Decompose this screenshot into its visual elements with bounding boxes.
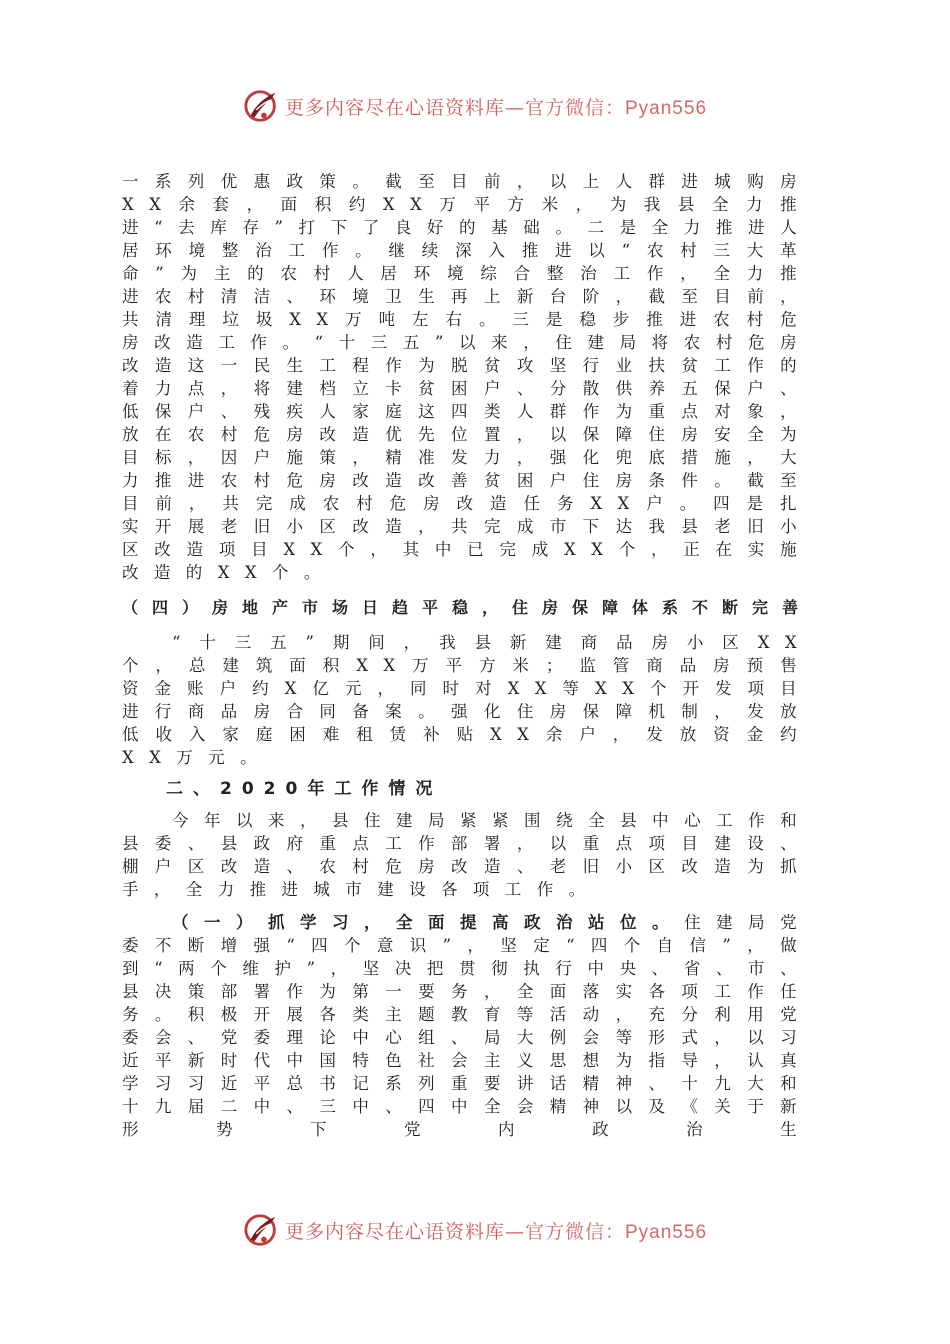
banner-text: 更多内容尽在心语资料库—官方微信：Pyan556 [284, 1220, 708, 1243]
paragraph-housing: “十三五”期间，我县新建商品房小区XX个，总建筑面积XX万平方米；监管商品房预售资金账户约X亿元，同时对XX等XX个开发项目进行商品房合同备案。强化住房保障机制，发放低收入家庭困难租赁补贴XX余户，发放资金约XX万元。 [122, 633, 812, 767]
paragraph-study-body: 住建局党委不断增强“四个意识”，坚定“四个自信”，做到“两个维护”，坚决把贯彻执行中央、省、市、县决策部署作为第一要务，全面落实各项工作任务。积极开展各类主题教育等活动，充分利用党委会、党委理论中心组、局大例会等形式，以习近平新时代中国特色社会主义思想为指导，认真学习习近平总书记系列重要讲话精神、十九大和十九届二中、三中、四中全会精神以及《关于新形势下党内政治生 [122, 913, 812, 1139]
footer-banner [0, 1208, 950, 1252]
brand-logo-icon [243, 1211, 281, 1249]
header-banner [0, 84, 950, 128]
section-heading-4: （四）房地产市场日趋平稳，住房保障体系不断完善 [122, 598, 813, 617]
section-heading-2020: 二、2020年工作情况 [166, 779, 443, 799]
paragraph-study [122, 911, 812, 1141]
paragraph-intro: 一系列优惠政策。截至目前，以上人群进城购房XX余套，面积约XX万平方米，为我县全力推进“去库存”打下了良好的基础。二是全力推进人居环境整治工作。继续深入推进以“农村三大革命”为主的农村人居环境综合整治工作，全力推进农村清洁、环境卫生再上新台阶，截至目前，共清理垃圾XX万吨左右。三是稳步推进农村危房改造工作。“十三五”以来，住建局将农村危房改造这一民生工程作为脱贫攻坚行业扶贫工作的着力点，将建档立卡贫困户、分散供养五保户、低保户、残疾人家庭这四类人群作为重点对象，放在农村危房改造优先位置，以保障住房安全为目标，因户施策，精准发力，强化兜底措施，大力推进农村危房改造改善贫困户住房条件。截至目前，共完成农村危房改造任务XX户。四是扎实开展老旧小区改造，共完成市下达我县老旧小区改造项目XX个，其中已完成XX个，正在实施改造的XX个。 [122, 172, 812, 582]
brand-logo-icon [243, 87, 281, 125]
banner-text: 更多内容尽在心语资料库—官方微信：Pyan556 [284, 96, 708, 119]
paragraph-2020-overview: 今年以来，县住建局紧紧围绕全县中心工作和县委、县政府重点工作部署，以重点项目建设、棚户区改造、农村危房改造、老旧小区改造为抓手，全力推进城市建设各项工作。 [122, 811, 812, 899]
document-body [122, 170, 812, 1141]
paragraph-study-lead: （一）抓学习，全面提高政治站位。 [172, 913, 685, 932]
